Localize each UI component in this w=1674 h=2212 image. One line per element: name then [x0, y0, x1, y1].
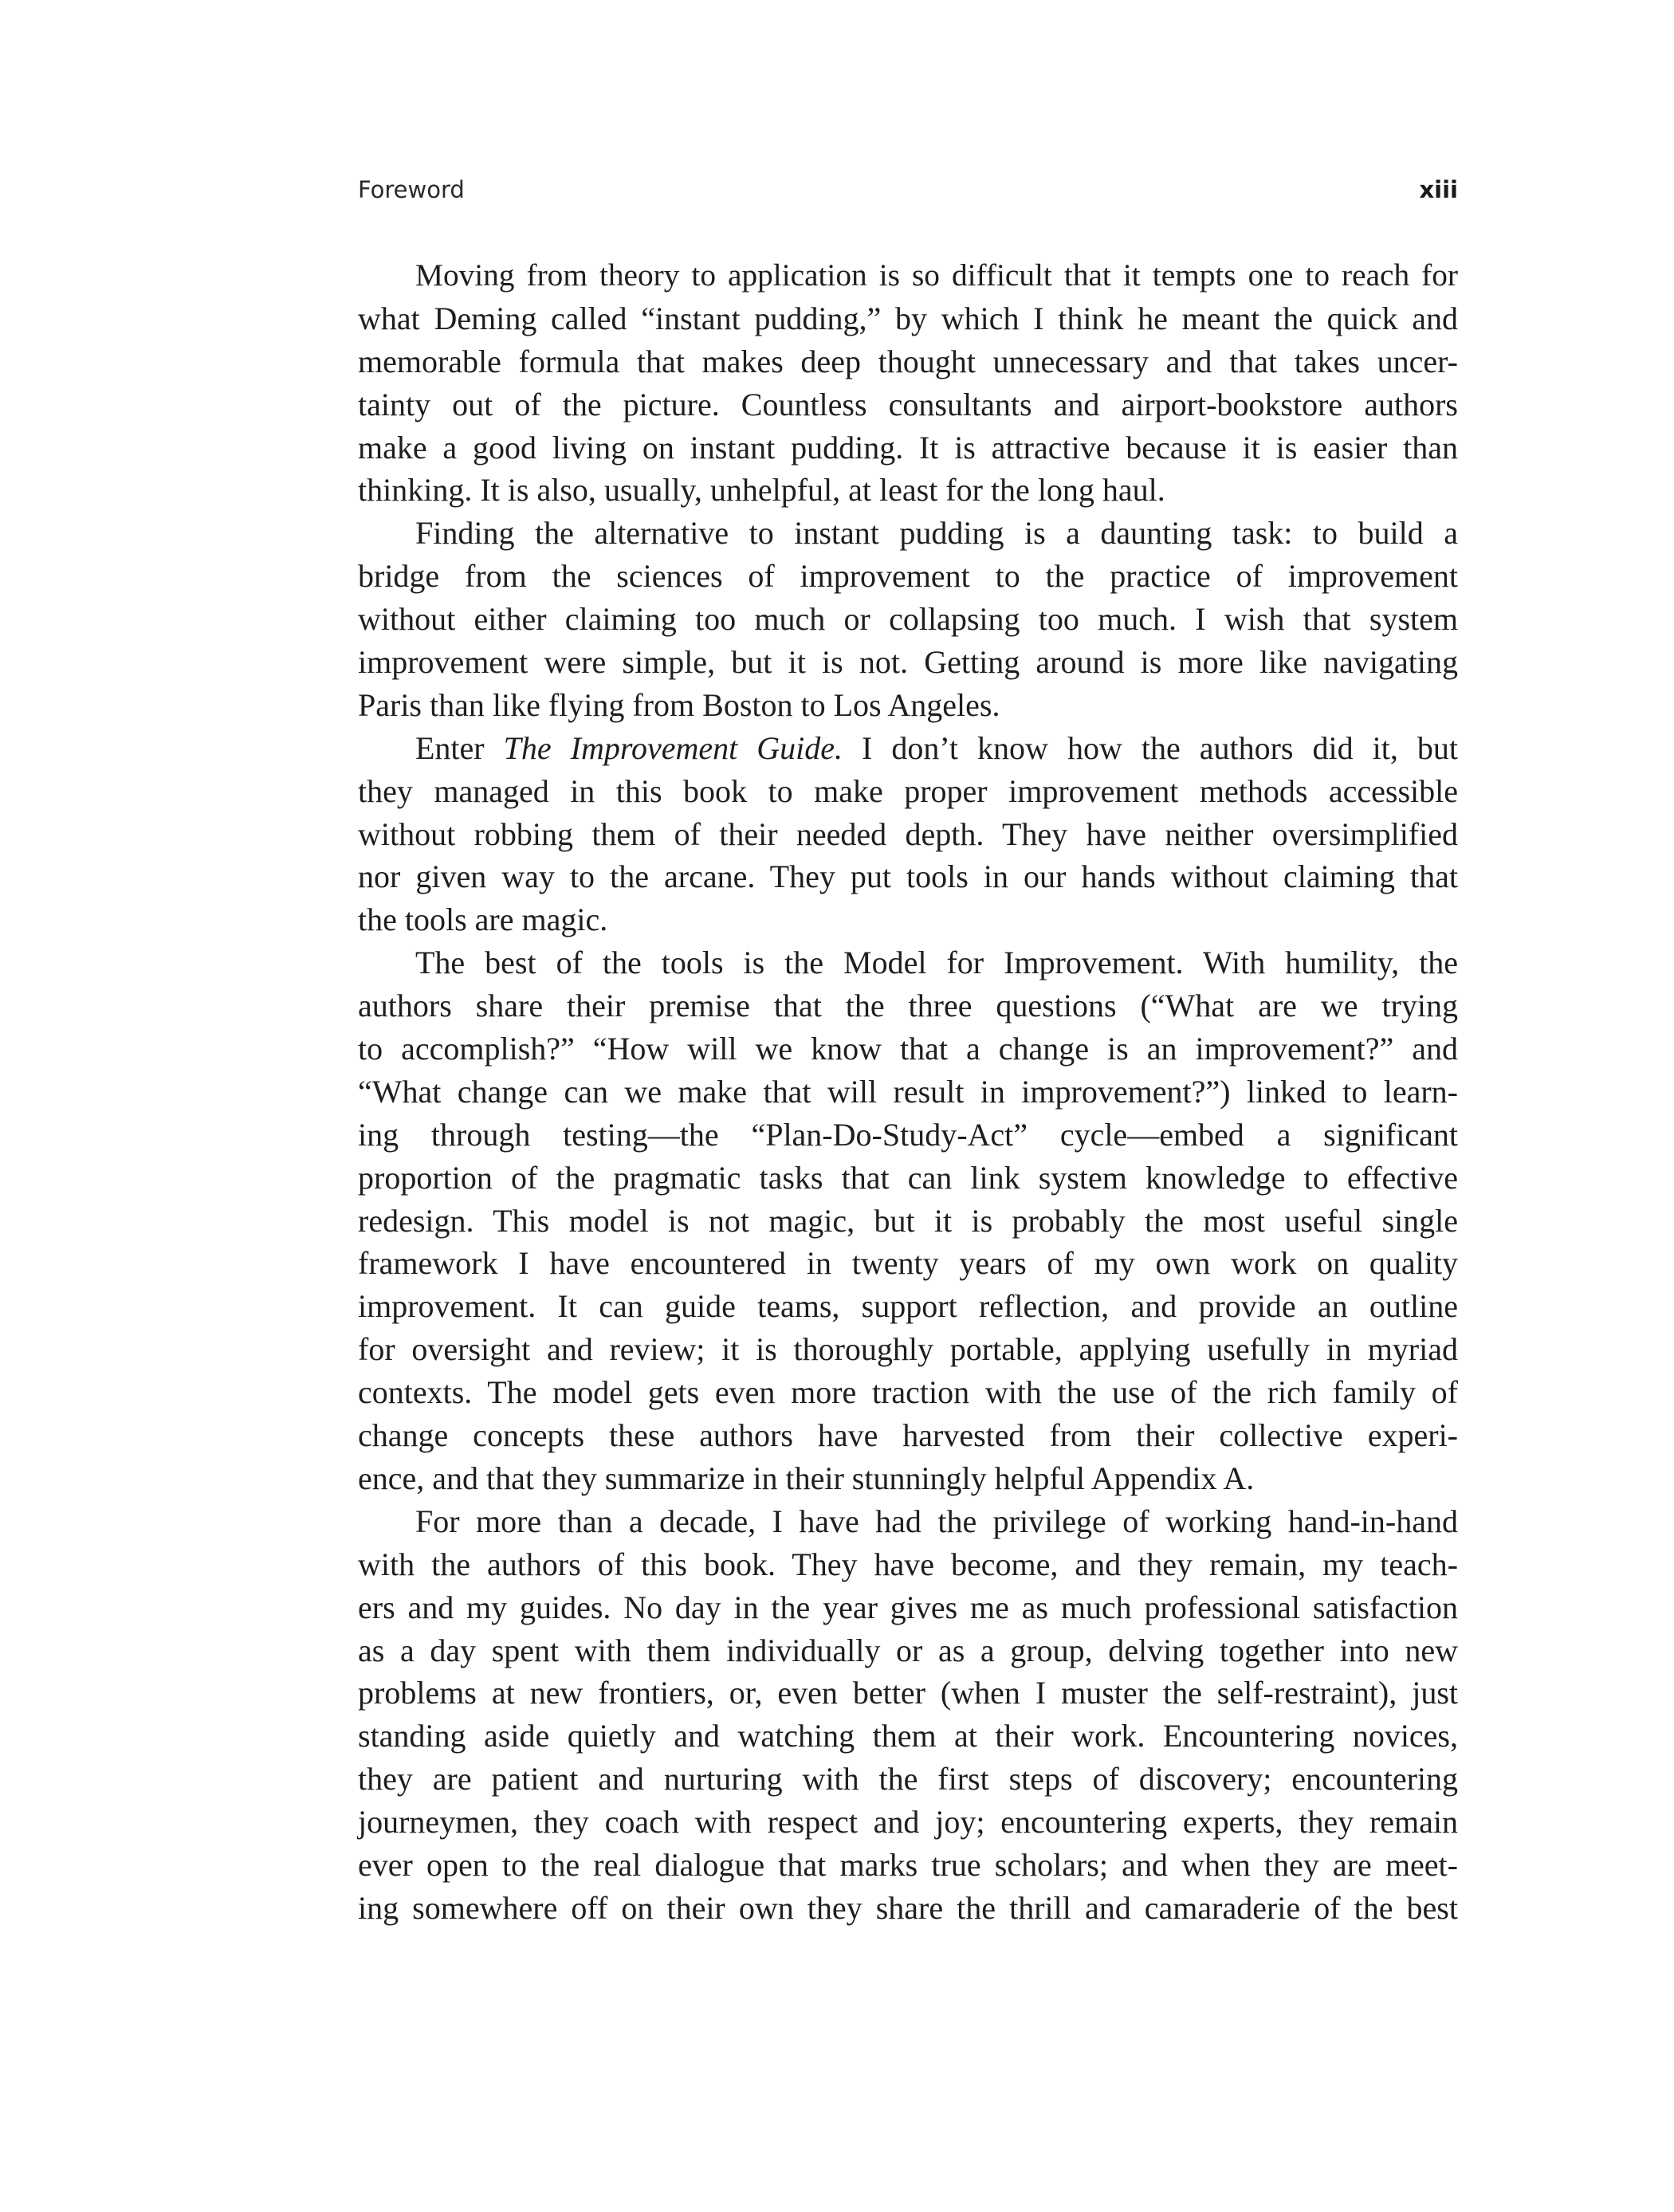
- text-line: with the authors of this book. They have become, and they remain, my teach-: [358, 1546, 1458, 1582]
- page-number: xiii: [1419, 176, 1458, 203]
- text-line: problems at new frontiers, or, even better (when I muster the self-restraint), just: [358, 1675, 1458, 1711]
- text-line: bridge from the sciences of improvement to the practice of improvement: [358, 558, 1458, 595]
- text-line: for oversight and review; it is thoroughly portable, applying usefully in myriad: [358, 1331, 1458, 1368]
- text-line: contexts. The model gets even more traction with the use of the rich family of: [358, 1374, 1458, 1411]
- text-line: as a day spent with them individually or as a group, delving together into new: [358, 1632, 1458, 1668]
- paragraph-2: [358, 512, 1458, 726]
- text-line: nor given way to the arcane. They put tools in our hands without claiming that: [358, 858, 1458, 895]
- text-line: tainty out of the picture. Countless consultants and airport-bookstore authors: [358, 386, 1458, 422]
- text-line: Moving from theory to application is so difficult that it tempts one to reach for: [415, 257, 1458, 293]
- text-line: ers and my guides. No day in the year gives me as much professional satisfaction: [358, 1589, 1458, 1625]
- book-title: The Improvement Guide.: [503, 729, 843, 766]
- text-line: journeymen, they coach with respect and joy; encountering experts, they remain: [358, 1804, 1458, 1841]
- text-line: Finding the alternative to instant pudding is a daunting task: to build a: [415, 515, 1458, 552]
- text-line: Paris than like flying from Boston to Los Angeles.: [358, 686, 1000, 723]
- text-line: standing aside quietly and watching them at their work. Encountering novices,: [358, 1718, 1458, 1754]
- text-line: to accomplish?” “How will we know that a change is an improvement?” and: [358, 1031, 1458, 1067]
- text-run: I don’t know how the authors did it, but: [842, 729, 1458, 766]
- text-line: change concepts these authors have harvested from their collective experi-: [358, 1417, 1458, 1454]
- text-line: ing through testing—the “Plan-Do-Study-Act” cycle—embed a significant: [358, 1116, 1458, 1153]
- text-line: they managed in this book to make proper improvement methods accessible: [358, 772, 1458, 809]
- text-line: ence, and that they summarize in their stunningly helpful Appendix A.: [358, 1460, 1255, 1496]
- paragraph-4: [358, 941, 1458, 1500]
- text-line: The best of the tools is the Model for Improvement. With humility, the: [415, 945, 1458, 981]
- text-line: [358, 727, 1458, 770]
- text-line: make a good living on instant pudding. It is attractive because it is easier than: [358, 429, 1458, 466]
- text-line: authors share their premise that the three questions (“What are we trying: [358, 988, 1458, 1024]
- text-line: what Deming called “instant pudding,” by which I think he meant the quick and: [358, 300, 1458, 336]
- text-line: ever open to the real dialogue that marks true scholars; and when they are meet-: [358, 1846, 1458, 1883]
- text-line: improvement. It can guide teams, support reflection, and provide an outline: [358, 1288, 1458, 1325]
- running-head: [358, 174, 1458, 206]
- text-line: For more than a decade, I have had the privilege of working hand-in-hand: [415, 1503, 1458, 1539]
- text-line: improvement were simple, but it is not. Getting around is more like navigating: [358, 644, 1458, 681]
- text-line: without either claiming too much or collapsing too much. I wish that system: [358, 601, 1458, 638]
- text-line: “What change can we make that will result in improvement?”) linked to learn-: [358, 1073, 1458, 1110]
- text-line: framework I have encountered in twenty years of my own work on quality: [358, 1245, 1458, 1282]
- text-line: without robbing them of their needed depth. They have neither oversimplified: [358, 815, 1458, 852]
- paragraph-3: [358, 727, 1458, 941]
- running-title: Foreword: [358, 176, 465, 203]
- paragraph-1: [358, 254, 1458, 512]
- body-text: [358, 254, 1458, 1930]
- text-line: the tools are magic.: [358, 902, 608, 938]
- text-line: memorable formula that makes deep thought unnecessary and that takes uncer-: [358, 343, 1458, 379]
- text-line: ing somewhere off on their own they share the thrill and camaraderie of the best: [358, 1889, 1458, 1926]
- text-line: redesign. This model is not magic, but it is probably the most useful single: [358, 1202, 1458, 1239]
- text-line: they are patient and nurturing with the first steps of discovery; encountering: [358, 1761, 1458, 1797]
- text-line: proportion of the pragmatic tasks that can link system knowledge to effective: [358, 1159, 1458, 1196]
- paragraph-5: [358, 1500, 1458, 1930]
- text-run: Enter: [415, 729, 504, 766]
- text-line: thinking. It is also, usually, unhelpful, at least for the long haul.: [358, 472, 1165, 509]
